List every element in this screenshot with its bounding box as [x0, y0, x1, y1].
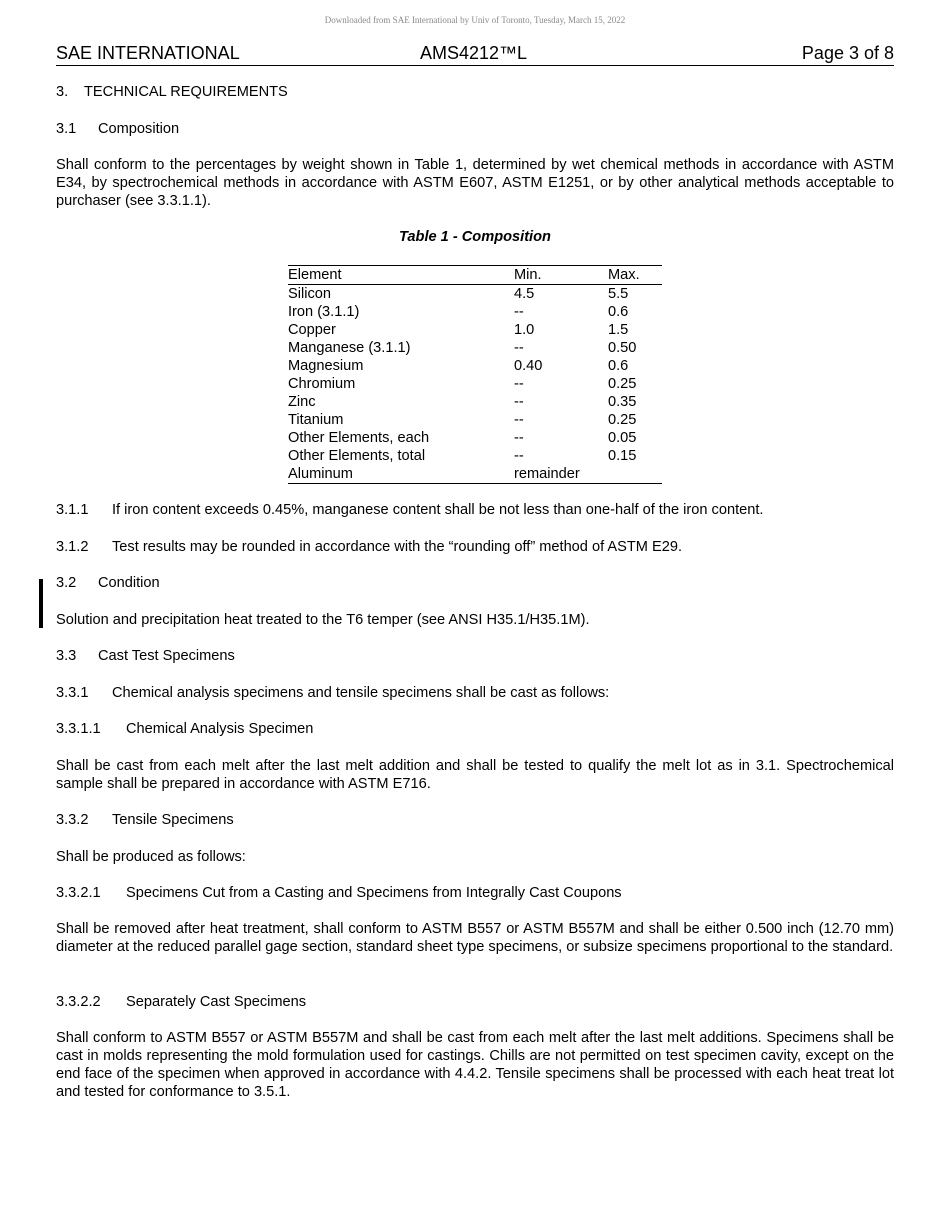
table-1-caption: Table 1 - Composition: [399, 229, 551, 245]
section-3-1-2: 3.1.2 Test results may be rounded in accordance with the “rounding off” method of ASTM E29.: [56, 539, 683, 555]
table-row: Silicon 4.5 5.5: [288, 286, 629, 302]
table-row: Copper 1.0 1.5: [288, 322, 629, 338]
table-header-row: [288, 266, 662, 285]
column-header-min: Min.: [514, 267, 542, 283]
table-row: Titanium -- 0.25: [288, 412, 637, 428]
header-organization: SAE INTERNATIONAL: [56, 43, 240, 63]
section-3-3-2-1-heading: 3.3.2.1 Specimens Cut from a Casting and Specimens from Integrally Cast Coupons: [56, 885, 622, 901]
section-3-heading: 3. TECHNICAL REQUIREMENTS: [56, 84, 288, 100]
download-watermark: Downloaded from SAE International by Univ of Toronto, Tuesday, March 15, 2022: [324, 15, 626, 25]
revision-change-bar: [39, 579, 43, 628]
column-header-element: Element: [288, 267, 342, 283]
section-3-2-heading: 3.2 Condition: [56, 575, 160, 591]
column-header-max: Max.: [608, 267, 640, 283]
section-3-3-2-2-heading: 3.3.2.2 Separately Cast Specimens: [56, 994, 307, 1010]
table-row: Zinc -- 0.35: [288, 394, 637, 410]
table-row: Magnesium 0.40 0.6: [288, 358, 629, 374]
section-3-1-body: Shall conform to the percentages by weight shown in Table 1, determined by wet chemical methods in accordance with ASTM E34, by spectrochemical methods in accordance with ASTM E607, ASTM E1251, or by other analytical methods acceptable to purchaser (see 3.3.1.1).: [56, 157, 894, 209]
table-row: Chromium -- 0.25: [288, 376, 637, 392]
section-3-3-1-1-heading: 3.3.1.1 Chemical Analysis Specimen: [56, 721, 314, 737]
composition-table: [288, 265, 662, 484]
table-row: Iron (3.1.1) -- 0.6: [288, 304, 629, 320]
section-3-3-2-1-body: Shall be removed after heat treatment, shall conform to ASTM B557 or ASTM B557M and shall be either 0.500 inch (12.70 mm) diameter at the reduced parallel gage section, standard sheet type specimens, or subsize specimens proportional to the standard.: [56, 921, 894, 955]
section-3-3-1-1-body: Shall be cast from each melt after the last melt addition and shall be tested to qualify the melt lot as in 3.1. Spectrochemical sample shall be prepared in accordance with ASTM E716.: [56, 758, 894, 792]
table-row: Aluminum remainder: [288, 466, 580, 482]
section-3-3-heading: 3.3 Cast Test Specimens: [56, 648, 235, 664]
section-3-1-heading: 3.1 Composition: [56, 121, 180, 137]
section-3-3-1: 3.3.1 Chemical analysis specimens and tensile specimens shall be cast as follows:: [56, 685, 610, 701]
section-3-1-1: 3.1.1 If iron content exceeds 0.45%, manganese content shall be not less than one-half of the iron content.: [56, 502, 764, 518]
table-row: Other Elements, each -- 0.05: [288, 430, 637, 446]
header-document-number: AMS4212™L: [420, 43, 528, 63]
section-3-3-2-heading: 3.3.2 Tensile Specimens: [56, 812, 234, 828]
table-row: Other Elements, total -- 0.15: [288, 448, 637, 464]
section-3-2-body: Solution and precipitation heat treated to the T6 temper (see ANSI H35.1/H35.1M).: [56, 612, 590, 628]
page-header: [56, 43, 894, 66]
header-page-number: Page 3 of 8: [801, 43, 894, 63]
table-row: Manganese (3.1.1) -- 0.50: [288, 340, 637, 356]
section-3-3-2-body: Shall be produced as follows:: [56, 849, 246, 865]
section-3-3-2-2-body: Shall conform to ASTM B557 or ASTM B557M and shall be cast from each melt after the last melt additions. Specimens shall be cast in molds representing the mold formulation used for castings. Chills are not permitted on test specimen cavity, except on the end face of the specimen when approved in accordance with 4.4.2. Tensile specimens shall be processed with each heat treat lot and tested for conformance to 3.5.1.: [56, 1030, 894, 1100]
